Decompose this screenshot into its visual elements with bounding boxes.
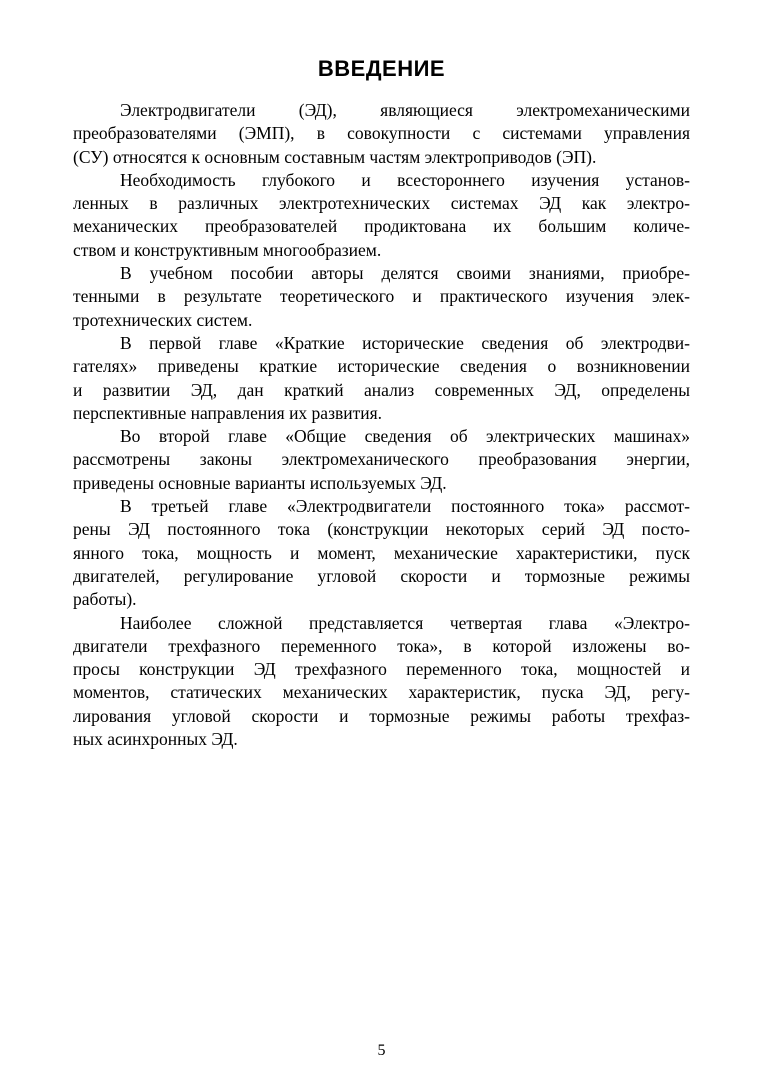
text-line: рассмотрены законы электромеханического преобразования энергии, [73, 449, 690, 470]
text-line: гателях» приведены краткие исторические сведения о возникновении [73, 356, 690, 377]
text-line: рены ЭД постоянного тока (конструкции некоторых серий ЭД посто- [73, 519, 690, 540]
text-line: (СУ) относятся к основным составным частям электроприводов (ЭП). [73, 146, 597, 167]
text-line: Необходимость глубокого и всестороннего изучения установ- [120, 169, 690, 190]
paragraph [73, 332, 690, 425]
paragraph [73, 169, 690, 262]
text-line: тенными в результате теоретического и практического изучения элек- [73, 286, 690, 307]
text-line: В учебном пособии авторы делятся своими знаниями, приобре- [120, 263, 690, 284]
text-line: Во второй главе «Общие сведения об электрических машинах» [120, 426, 690, 447]
page-title: ВВЕДЕНИЕ [317, 56, 446, 81]
paragraph [73, 495, 690, 611]
text-line: приведены основные варианты используемых ЭД. [73, 472, 447, 493]
page-number: 5 [377, 1042, 386, 1059]
text-line: просы конструкции ЭД трехфазного переменного тока, мощностей и [73, 659, 690, 680]
text-line: двигателей, регулирование угловой скорости и тормозные режимы [73, 565, 690, 586]
paragraph [73, 612, 690, 752]
text-line: Электродвигатели (ЭД), являющиеся электромеханическими [120, 100, 690, 120]
text-line: перспективные направления их развития. [73, 402, 383, 423]
text-line: янного тока, мощность и момент, механические характеристики, пуск [73, 542, 690, 563]
paragraph [73, 99, 690, 169]
text-line: ленных в различных электротехнических системах ЭД как электро- [73, 193, 690, 214]
text-line: работы). [73, 589, 137, 610]
text-line: двигатели трехфазного переменного тока», в которой изложены во- [73, 635, 690, 656]
text-line: лирования угловой скорости и тормозные режимы работы трехфаз- [73, 705, 690, 726]
text-line: Наиболее сложной представляется четвертая глава «Электро- [120, 612, 690, 633]
body-text [73, 99, 690, 751]
text-line: ством и конструктивным многообразием. [73, 239, 382, 260]
text-line: и развитии ЭД, дан краткий анализ современных ЭД, определены [73, 379, 690, 400]
paragraph [73, 425, 690, 495]
text-line: тротехнических систем. [73, 309, 253, 330]
text-line: моментов, статических механических характеристик, пуска ЭД, регу- [73, 682, 690, 703]
text-line: В третьей главе «Электродвигатели постоянного тока» рассмот- [120, 496, 690, 517]
text-line: механических преобразователей продиктована их большим количе- [73, 216, 690, 237]
text-line: ных асинхронных ЭД. [73, 729, 238, 750]
paragraph [73, 262, 690, 332]
text-line: преобразователями (ЭМП), в совокупности с системами управления [73, 123, 690, 144]
text-line: В первой главе «Краткие исторические сведения об электродви- [120, 332, 690, 353]
